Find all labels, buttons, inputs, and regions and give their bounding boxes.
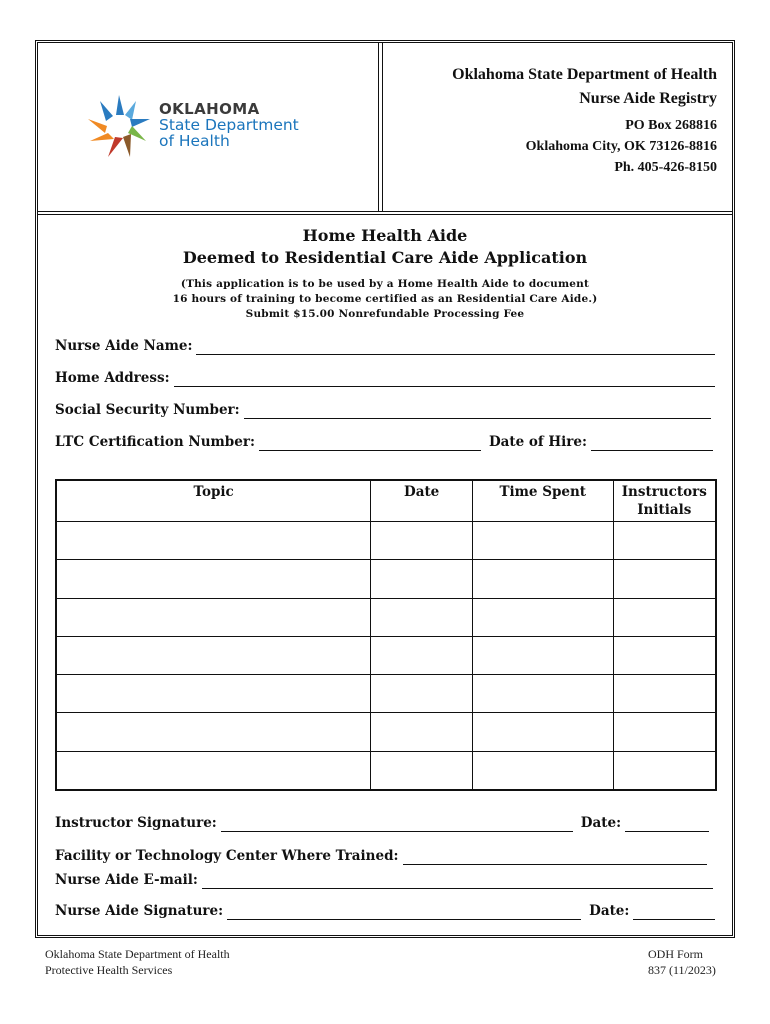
initials-cell[interactable]: [613, 522, 716, 560]
time-spent-cell[interactable]: [472, 560, 613, 598]
initials-cell[interactable]: [613, 636, 716, 674]
footer-division: Protective Health Services: [45, 963, 173, 977]
topic-cell[interactable]: [56, 636, 371, 674]
registry-name: Nurse Aide Registry: [579, 90, 717, 107]
initials-cell[interactable]: [613, 713, 716, 751]
email-label: Nurse Aide E-mail:: [55, 872, 198, 888]
facility-row: [55, 847, 707, 865]
topic-cell[interactable]: [56, 751, 371, 790]
form-title-block: [38, 225, 732, 322]
home-address-input[interactable]: [174, 374, 715, 387]
initials-cell[interactable]: [613, 598, 716, 636]
nurse-date-input[interactable]: [633, 907, 715, 920]
time-spent-cell[interactable]: [472, 636, 613, 674]
initials-cell[interactable]: [613, 751, 716, 790]
topic-cell[interactable]: [56, 522, 371, 560]
topic-header: Topic: [56, 480, 371, 522]
processing-fee-note: Submit $15.00 Nonrefundable Processing Fee: [245, 308, 525, 320]
initials-cell[interactable]: [613, 560, 716, 598]
date-cell[interactable]: [371, 560, 473, 598]
home-address-label: Home Address:: [55, 370, 170, 386]
topic-cell[interactable]: [56, 560, 371, 598]
date-cell[interactable]: [371, 636, 473, 674]
ltc-hire-row: [55, 433, 713, 451]
date-cell[interactable]: [371, 675, 473, 713]
date-cell[interactable]: [371, 522, 473, 560]
date-header: Date: [371, 480, 473, 522]
nurse-signature-row: [55, 902, 715, 920]
instructor-signature-input[interactable]: [221, 819, 573, 832]
header-divider: [378, 43, 383, 211]
instructors-header-line2: Initials: [637, 502, 692, 518]
instructions-line1: (This application is to be used by a Home Health Aide to document: [180, 278, 590, 290]
date-cell[interactable]: [371, 598, 473, 636]
footer-form-number: 837 (11/2023): [648, 963, 716, 977]
topic-cell[interactable]: [56, 675, 371, 713]
po-box: PO Box 268816: [625, 118, 717, 133]
ssn-row: [55, 401, 711, 419]
date-cell[interactable]: [371, 713, 473, 751]
time-spent-cell[interactable]: [472, 598, 613, 636]
form-frame: [35, 40, 735, 938]
footer-agency: Oklahoma State Department of Health: [45, 947, 230, 961]
agency-address: [452, 63, 717, 178]
home-address-row: [55, 369, 715, 387]
facility-label: Facility or Technology Center Where Trained:: [55, 848, 399, 864]
topic-cell[interactable]: [56, 713, 371, 751]
ssn-input[interactable]: [244, 406, 711, 419]
initials-cell[interactable]: [613, 675, 716, 713]
table-row: [56, 522, 716, 560]
facility-input[interactable]: [403, 852, 708, 865]
table-row: [56, 560, 716, 598]
instructor-signature-label: Instructor Signature:: [55, 815, 217, 831]
table-row: [56, 598, 716, 636]
email-row: [55, 871, 713, 889]
star-logo-icon: [86, 93, 152, 159]
footer-left: [45, 946, 230, 978]
time-spent-cell[interactable]: [472, 675, 613, 713]
instructors-initials-header: [613, 480, 716, 522]
table-row: [56, 675, 716, 713]
time-spent-cell[interactable]: [472, 713, 613, 751]
nurse-signature-label: Nurse Aide Signature:: [55, 903, 224, 919]
nurse-date-label: Date:: [589, 903, 630, 919]
ssn-label: Social Security Number:: [55, 402, 240, 418]
form-title: Home Health Aide: [302, 226, 468, 245]
time-spent-header: Time Spent: [472, 480, 613, 522]
logo-line3: of Health: [159, 132, 230, 150]
form-header: [38, 43, 732, 215]
ltc-cert-input[interactable]: [259, 438, 481, 451]
logo-wordmark: [159, 101, 299, 149]
phone-number: Ph. 405-426-8150: [614, 160, 717, 175]
nurse-aide-name-input[interactable]: [196, 342, 715, 355]
nurse-aide-name-row: [55, 337, 715, 355]
table-row: [56, 636, 716, 674]
training-topics-table: [55, 479, 717, 791]
osdh-logo: [86, 93, 321, 159]
instructor-date-label: Date:: [580, 815, 622, 831]
email-input[interactable]: [202, 876, 713, 889]
instructions-line2: 16 hours of training to become certified as an Residential Care Aide.): [172, 293, 598, 305]
logo-line1: OKLAHOMA: [159, 100, 260, 118]
nurse-aide-name-label: Nurse Aide Name:: [55, 338, 193, 354]
instructor-date-input[interactable]: [625, 819, 709, 832]
footer-right: [648, 946, 716, 978]
time-spent-cell[interactable]: [472, 751, 613, 790]
date-cell[interactable]: [371, 751, 473, 790]
city-state-zip: Oklahoma City, OK 73126-8816: [525, 139, 717, 154]
instructor-signature-row: [55, 814, 709, 832]
logo-line2: State Department: [159, 116, 299, 134]
topic-cell[interactable]: [56, 598, 371, 636]
table-row: [56, 713, 716, 751]
date-of-hire-label: Date of Hire:: [488, 434, 587, 450]
agency-name: Oklahoma State Department of Health: [452, 66, 717, 83]
form-subtitle: Deemed to Residential Care Aide Application: [182, 248, 588, 267]
table-row: [56, 751, 716, 790]
instructors-header-line1: Instructors: [621, 484, 707, 500]
footer-form-label: ODH Form: [648, 947, 704, 961]
time-spent-cell[interactable]: [472, 522, 613, 560]
date-of-hire-input[interactable]: [591, 438, 713, 451]
table-header-row: [56, 480, 716, 522]
nurse-signature-input[interactable]: [227, 907, 581, 920]
ltc-cert-label: LTC Certification Number:: [55, 434, 255, 450]
